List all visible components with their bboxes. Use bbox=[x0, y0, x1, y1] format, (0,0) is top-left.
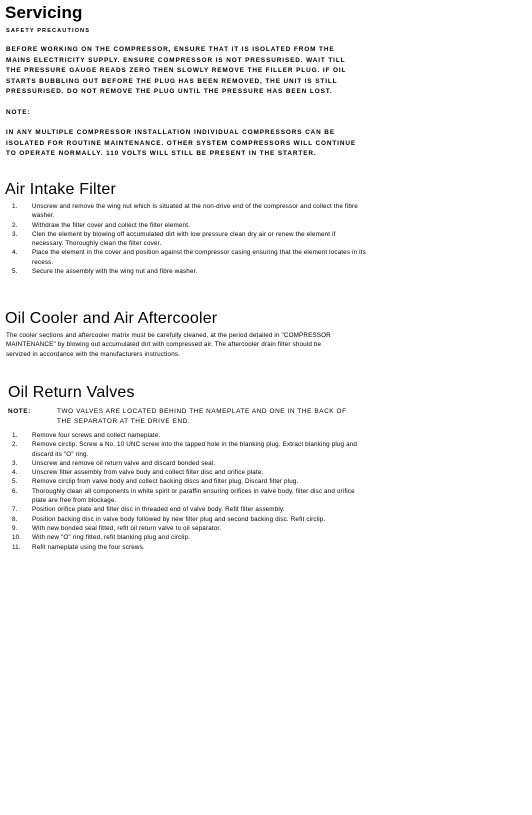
air-intake-step-text: Withdraw the filter cover and collect the filter element. bbox=[32, 221, 190, 229]
air-intake-step bbox=[12, 221, 368, 230]
oil-return-step bbox=[12, 431, 368, 440]
oil-return-valves-section bbox=[0, 384, 532, 551]
oil-return-step bbox=[12, 459, 368, 468]
air-intake-step-text: Place the element in the cover and position against the compressor casing ensuring that the element locates in its recess. bbox=[32, 249, 366, 266]
air-intake-step-number: 5. bbox=[12, 268, 18, 276]
oil-return-step-text: Remove circlip. Screw a No. 10 UNC screw into the tapped hole in the blanking plug. Extract blanking plug and discard its "O" ring. bbox=[32, 441, 358, 458]
air-intake-step bbox=[12, 267, 368, 276]
air-intake-filter-heading: Air Intake Filter bbox=[5, 181, 116, 198]
air-intake-step-text: Secure the assembly with the wing nut and fibre washer. bbox=[32, 268, 198, 276]
oil-return-step bbox=[12, 468, 368, 477]
oil-return-step-text: Unscrew and remove oil return valve and discard bonded seal. bbox=[32, 459, 216, 467]
air-intake-step-number: 1. bbox=[12, 203, 18, 210]
oil-cooler-paragraph: The cooler sections and aftercooler matrix must be carefully cleaned, at the period detailed in "COMPRESSOR MAINTENANCE" by blowing out accumulated dirt with compressed air. The aftercooler drain filter should be servized in accordance with the manufacturers instructions. bbox=[6, 332, 331, 358]
oil-return-step-number: 6. bbox=[12, 487, 18, 495]
oil-return-note bbox=[8, 407, 358, 426]
oil-return-valves-heading: Oil Return Valves bbox=[8, 384, 135, 401]
oil-return-note-label: NOTE: bbox=[8, 408, 31, 415]
oil-cooler-section bbox=[0, 310, 532, 358]
oil-return-step-number: 7. bbox=[12, 506, 18, 514]
oil-return-step bbox=[12, 515, 368, 524]
oil-return-step-number: 1. bbox=[12, 432, 18, 439]
air-intake-step-text: Unscrew and remove the wing nut which is situated at the non-drive end of the compressor and collect the fibre washer. bbox=[32, 203, 358, 220]
multiple-compressor-paragraph: IN ANY MULTIPLE COMPRESSOR INSTALLATION INDIVIDUAL COMPRESSORS CAN BE ISOLATED FOR ROUTINE MAINTENANCE. OTHER SYSTEM COMPRESSORS WILL CONTINUE TO OPERATE NORMALLY. 110 VOLTS WILL STILL BE PRESENT IN THE STARTER. bbox=[6, 129, 357, 157]
servicing-note-label: NOTE: bbox=[6, 109, 31, 116]
air-intake-step-number: 2. bbox=[12, 221, 18, 229]
oil-return-step-text: With new "O" ring fitted, refit blanking plug and circlip. bbox=[32, 534, 191, 542]
oil-return-step-number: 4. bbox=[12, 469, 18, 477]
oil-return-step-number: 3. bbox=[12, 459, 18, 467]
oil-return-step bbox=[12, 524, 368, 533]
oil-return-step-text: Thoroughly clean all components in white spirit or paraffin ensuring orifices in valve body, filter disc and orifice plate are free from blockage. bbox=[32, 487, 355, 505]
air-intake-step bbox=[12, 230, 368, 249]
oil-return-step-text: Remove circlip from valve body and collect backing discs and filter plug. Discard filter plug. bbox=[32, 478, 299, 486]
air-intake-step-number: 4. bbox=[12, 249, 18, 257]
oil-return-step bbox=[12, 487, 368, 506]
air-intake-step bbox=[12, 248, 368, 267]
oil-return-step-text: Unscrew filter assembly from valve body and collect filter disc and orifice plate. bbox=[32, 469, 264, 477]
oil-return-step-number: 2. bbox=[12, 441, 18, 449]
oil-cooler-heading: Oil Cooler and Air Aftercooler bbox=[5, 310, 218, 327]
air-intake-step-number: 3. bbox=[12, 230, 18, 238]
oil-return-step-number: 9. bbox=[12, 524, 18, 532]
oil-return-step-text: Position backing disc in valve body followed by new filter plug and second backing disc. Refit circlip. bbox=[32, 515, 326, 523]
air-intake-steps-list bbox=[12, 202, 368, 276]
oil-return-step-text: With new bonded seal fitted, refit oil return valve to oil separator. bbox=[32, 524, 222, 532]
oil-return-step-text: Refit nameplate using the four screws. bbox=[32, 543, 145, 551]
safety-precautions-subheading: SAFETY PRECAUTIONS bbox=[6, 28, 91, 34]
safety-paragraph: BEFORE WORKING ON THE COMPRESSOR, ENSURE THAT IT IS ISOLATED FROM THE MAINS ELECTRICITY SUPPLY. ENSURE COMPRESSOR IS NOT PRESSURISED. WAIT TILL THE PRESSURE GAUGE READS ZERO THEN SLOWLY REMOVE THE FILLER PLUG. IF OIL STARTS BUBBLING OUT BEFORE THE PLUG HAS BEEN REMOVED, THE UNIT IS STILL PRESSURISED. DO NOT REMOVE THE PLUG UNTIL THE PRESSURE HAS BEEN LOST. bbox=[6, 46, 347, 95]
oil-return-step bbox=[12, 543, 368, 552]
oil-return-step-number: 8. bbox=[12, 515, 18, 523]
oil-return-step bbox=[12, 440, 368, 459]
air-intake-step bbox=[12, 202, 368, 221]
oil-return-note-text: TWO VALVES ARE LOCATED BEHIND THE NAMEPLATE AND ONE IN THE BACK OF THE SEPARATOR AT THE DRIVE END. bbox=[57, 408, 347, 425]
oil-return-step-number: 5. bbox=[12, 478, 18, 486]
servicing-heading: Servicing bbox=[5, 3, 83, 22]
oil-return-step-number: 10. bbox=[12, 534, 22, 542]
oil-return-step bbox=[12, 533, 368, 542]
oil-return-step-text: Position orifice plate and filter disc in threaded end of valve body. Refit filter assembly. bbox=[32, 506, 285, 514]
servicing-section bbox=[0, 3, 532, 157]
oil-return-step bbox=[12, 477, 368, 486]
oil-return-step-text: Remove four screws and collect nameplate. bbox=[32, 432, 161, 439]
air-intake-filter-section bbox=[0, 181, 532, 276]
oil-return-step bbox=[12, 505, 368, 514]
air-intake-step-text: Clen the element by blowing off accumulated dirt with low pressure clean dry air or renew the element if necessary. Thoroughly clean the filter cover. bbox=[32, 230, 336, 248]
oil-return-steps-list bbox=[12, 431, 368, 552]
oil-return-step-number: 11. bbox=[12, 543, 21, 551]
